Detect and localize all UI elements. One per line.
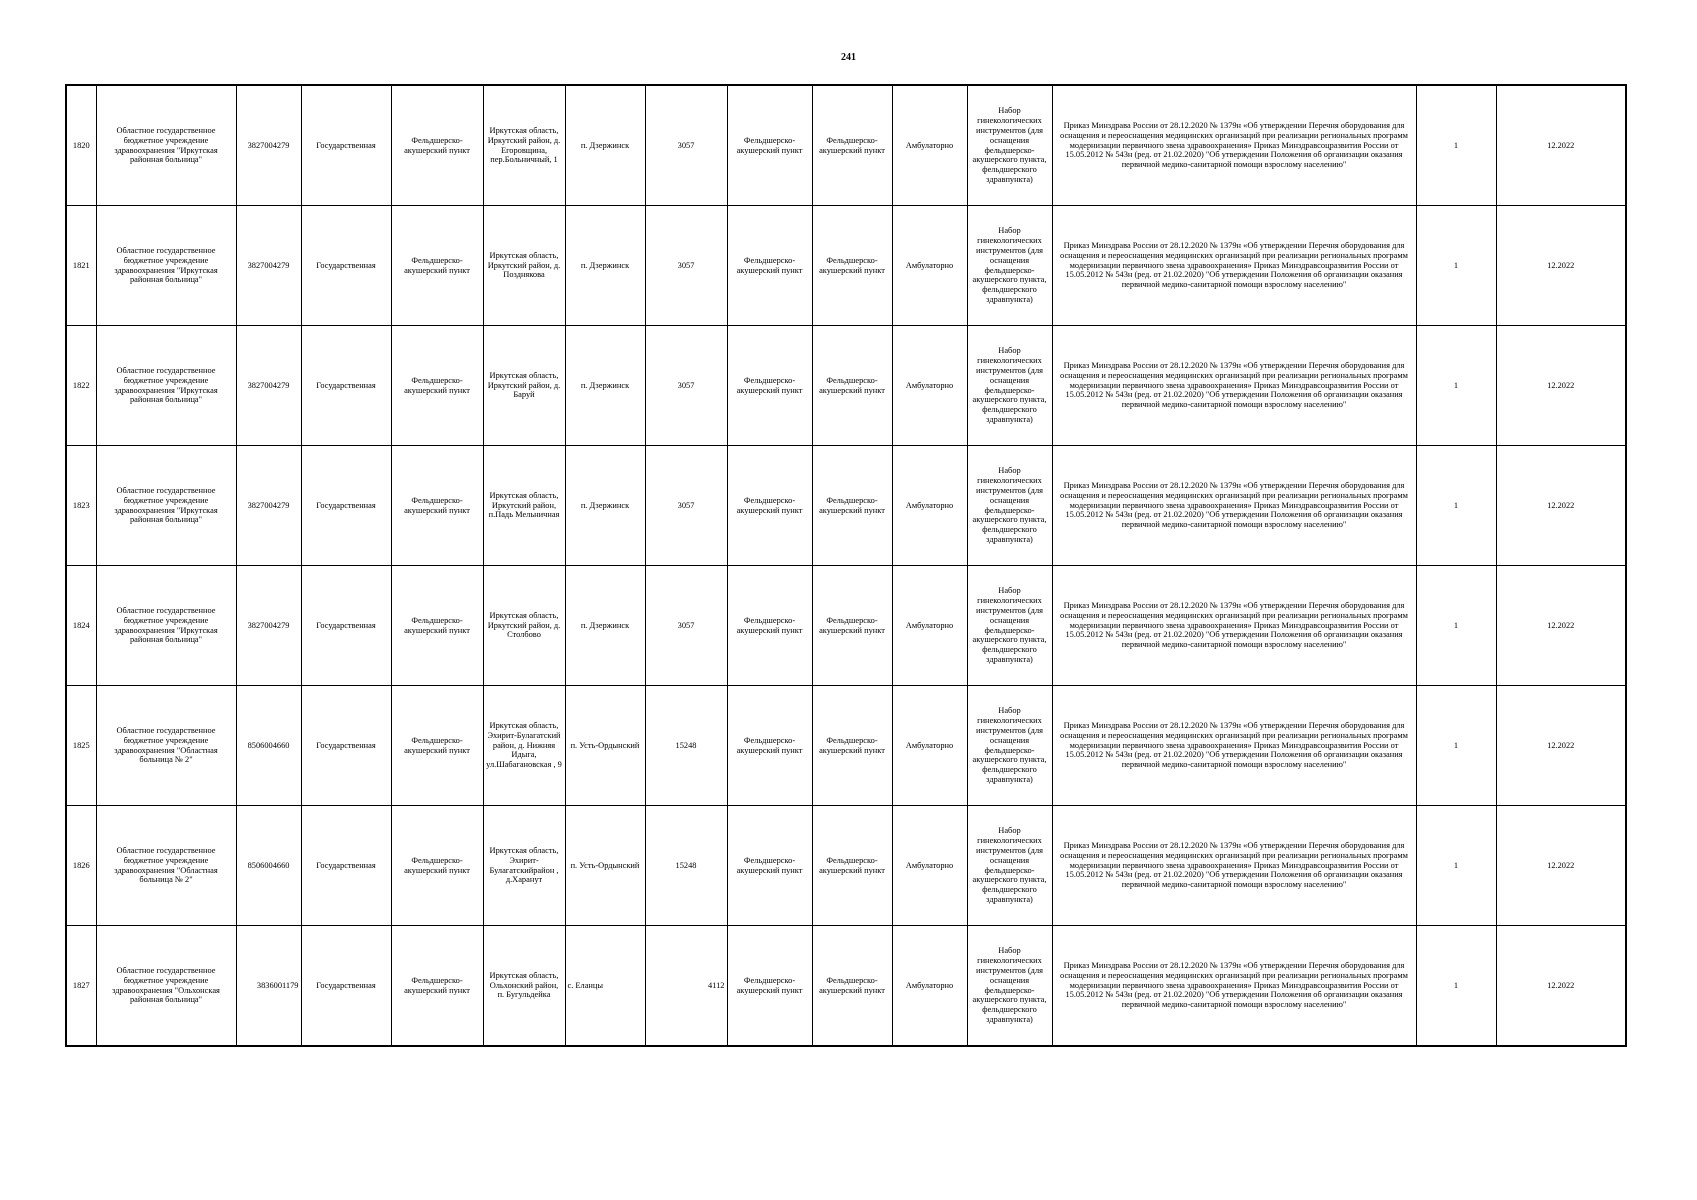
structural-unit-cell: Фельдшерско-акушерский пункт — [727, 926, 812, 1047]
delivery-date-cell: 12.2022 — [1496, 806, 1626, 926]
facility-type-cell: Фельдшерско-акушерский пункт — [391, 85, 483, 206]
facility-code-cell: 15248 — [645, 806, 727, 926]
legal-basis-cell: Приказ Минздрава России от 28.12.2020 № 1379н «Об утверждении Перечня оборудования для оснащения и переоснащения медицинских организаций при реализации региональных программ модернизации первичного звена здравоохранения» Приказ Минздравсоцразвития России от 15.05.2012 № 543н (ред. от 21.02.2020) "Об утверждении Положения об организации оказания первичной медико-санитарной помощи взрослому населению" — [1052, 566, 1416, 686]
structural-subunit-cell: Фельдшерско-акушерский пункт — [812, 686, 892, 806]
care-conditions-cell: Амбулаторно — [892, 926, 967, 1047]
structural-subunit-cell: Фельдшерско-акушерский пункт — [812, 926, 892, 1047]
row-number-cell: 1822 — [66, 326, 96, 446]
organization-inn-cell: 3827004279 — [236, 326, 301, 446]
facility-address-cell: Иркутская область, Иркутский район, д. Позднякова — [483, 206, 565, 326]
facility-address-cell: Иркутская область, Эхирит-Булагатский район, д. Нижняя Идыга, ул.Шабагановская , 9 — [483, 686, 565, 806]
table-row — [66, 85, 1626, 206]
care-conditions-cell: Амбулаторно — [892, 686, 967, 806]
care-conditions-cell: Амбулаторно — [892, 446, 967, 566]
facility-type-cell: Фельдшерско-акушерский пункт — [391, 326, 483, 446]
care-conditions-cell: Амбулаторно — [892, 806, 967, 926]
equipment-name-cell: Набор гинекологических инструментов (для оснащения фельдшерско-акушерского пункта, фельдшерского здравпункта) — [967, 686, 1052, 806]
ownership-form-cell: Государственная — [301, 806, 391, 926]
ownership-form-cell: Государственная — [301, 686, 391, 806]
ownership-form-cell: Государственная — [301, 446, 391, 566]
facility-type-cell: Фельдшерско-акушерский пункт — [391, 446, 483, 566]
ownership-form-cell: Государственная — [301, 566, 391, 686]
organization-name-cell: Областное государственное бюджетное учреждение здравоохранения "Областная больница № 2" — [96, 686, 236, 806]
organization-inn-cell: 3836001179 — [236, 926, 301, 1047]
table-row — [66, 926, 1626, 1047]
facility-code-cell: 3057 — [645, 446, 727, 566]
structural-unit-cell: Фельдшерско-акушерский пункт — [727, 326, 812, 446]
delivery-date-cell: 12.2022 — [1496, 686, 1626, 806]
locality-cell: п. Дзержинск — [565, 446, 645, 566]
ownership-form-cell: Государственная — [301, 326, 391, 446]
facility-code-cell: 4112 — [645, 926, 727, 1047]
facility-type-cell: Фельдшерско-акушерский пункт — [391, 566, 483, 686]
locality-cell: п. Усть-Ордынский — [565, 686, 645, 806]
delivery-date-cell: 12.2022 — [1496, 326, 1626, 446]
facility-code-cell: 3057 — [645, 566, 727, 686]
organization-name-cell: Областное государственное бюджетное учреждение здравоохранения "Иркутская районная больница" — [96, 446, 236, 566]
structural-unit-cell: Фельдшерско-акушерский пункт — [727, 206, 812, 326]
ownership-form-cell: Государственная — [301, 206, 391, 326]
facility-code-cell: 3057 — [645, 206, 727, 326]
row-number-cell: 1827 — [66, 926, 96, 1047]
structural-subunit-cell: Фельдшерско-акушерский пункт — [812, 806, 892, 926]
organization-inn-cell: 3827004279 — [236, 446, 301, 566]
locality-cell: п. Дзержинск — [565, 566, 645, 686]
table-row — [66, 206, 1626, 326]
delivery-date-cell: 12.2022 — [1496, 85, 1626, 206]
legal-basis-cell: Приказ Минздрава России от 28.12.2020 № 1379н «Об утверждении Перечня оборудования для оснащения и переоснащения медицинских организаций при реализации региональных программ модернизации первичного звена здравоохранения» Приказ Минздравсоцразвития России от 15.05.2012 № 543н (ред. от 21.02.2020) "Об утверждении Положения об организации оказания первичной медико-санитарной помощи взрослому населению" — [1052, 926, 1416, 1047]
locality-cell: п. Дзержинск — [565, 206, 645, 326]
legal-basis-cell: Приказ Минздрава России от 28.12.2020 № 1379н «Об утверждении Перечня оборудования для оснащения и переоснащения медицинских организаций при реализации региональных программ модернизации первичного звена здравоохранения» Приказ Минздравсоцразвития России от 15.05.2012 № 543н (ред. от 21.02.2020) "Об утверждении Положения об организации оказания первичной медико-санитарной помощи взрослому населению" — [1052, 85, 1416, 206]
organization-name-cell: Областное государственное бюджетное учреждение здравоохранения "Ольхонская районная больница" — [96, 926, 236, 1047]
quantity-cell: 1 — [1416, 566, 1496, 686]
table-row — [66, 566, 1626, 686]
quantity-cell: 1 — [1416, 206, 1496, 326]
facility-code-cell: 3057 — [645, 85, 727, 206]
organization-inn-cell: 8506004660 — [236, 806, 301, 926]
structural-subunit-cell: Фельдшерско-акушерский пункт — [812, 326, 892, 446]
facility-type-cell: Фельдшерско-акушерский пункт — [391, 806, 483, 926]
row-number-cell: 1826 — [66, 806, 96, 926]
care-conditions-cell: Амбулаторно — [892, 326, 967, 446]
organization-inn-cell: 3827004279 — [236, 85, 301, 206]
structural-unit-cell: Фельдшерско-акушерский пункт — [727, 85, 812, 206]
facility-address-cell: Иркутская область, Иркутский район, п.Падь Мельничная — [483, 446, 565, 566]
row-number-cell: 1821 — [66, 206, 96, 326]
equipment-registry-table — [65, 84, 1627, 1047]
facility-code-cell: 3057 — [645, 326, 727, 446]
care-conditions-cell: Амбулаторно — [892, 206, 967, 326]
legal-basis-cell: Приказ Минздрава России от 28.12.2020 № 1379н «Об утверждении Перечня оборудования для оснащения и переоснащения медицинских организаций при реализации региональных программ модернизации первичного звена здравоохранения» Приказ Минздравсоцразвития России от 15.05.2012 № 543н (ред. от 21.02.2020) "Об утверждении Положения об организации оказания первичной медико-санитарной помощи взрослому населению" — [1052, 446, 1416, 566]
delivery-date-cell: 12.2022 — [1496, 566, 1626, 686]
organization-name-cell: Областное государственное бюджетное учреждение здравоохранения "Иркутская районная больница" — [96, 85, 236, 206]
facility-type-cell: Фельдшерско-акушерский пункт — [391, 926, 483, 1047]
delivery-date-cell: 12.2022 — [1496, 926, 1626, 1047]
legal-basis-cell: Приказ Минздрава России от 28.12.2020 № 1379н «Об утверждении Перечня оборудования для оснащения и переоснащения медицинских организаций при реализации региональных программ модернизации первичного звена здравоохранения» Приказ Минздравсоцразвития России от 15.05.2012 № 543н (ред. от 21.02.2020) "Об утверждении Положения об организации оказания первичной медико-санитарной помощи взрослому населению" — [1052, 686, 1416, 806]
care-conditions-cell: Амбулаторно — [892, 566, 967, 686]
facility-address-cell: Иркутская область, Иркутский район, д. Баруй — [483, 326, 565, 446]
structural-subunit-cell: Фельдшерско-акушерский пункт — [812, 85, 892, 206]
organization-name-cell: Областное государственное бюджетное учреждение здравоохранения "Иркутская районная больница" — [96, 326, 236, 446]
quantity-cell: 1 — [1416, 446, 1496, 566]
equipment-name-cell: Набор гинекологических инструментов (для оснащения фельдшерско-акушерского пункта, фельдшерского здравпункта) — [967, 326, 1052, 446]
delivery-date-cell: 12.2022 — [1496, 446, 1626, 566]
equipment-name-cell: Набор гинекологических инструментов (для оснащения фельдшерско-акушерского пункта, фельдшерского здравпункта) — [967, 926, 1052, 1047]
quantity-cell: 1 — [1416, 85, 1496, 206]
table-row — [66, 326, 1626, 446]
table-row — [66, 686, 1626, 806]
row-number-cell: 1823 — [66, 446, 96, 566]
page-number: 241 — [841, 52, 856, 63]
legal-basis-cell: Приказ Минздрава России от 28.12.2020 № 1379н «Об утверждении Перечня оборудования для оснащения и переоснащения медицинских организаций при реализации региональных программ модернизации первичного звена здравоохранения» Приказ Минздравсоцразвития России от 15.05.2012 № 543н (ред. от 21.02.2020) "Об утверждении Положения об организации оказания первичной медико-санитарной помощи взрослому населению" — [1052, 326, 1416, 446]
locality-cell: п. Дзержинск — [565, 85, 645, 206]
organization-name-cell: Областное государственное бюджетное учреждение здравоохранения "Иркутская районная больница" — [96, 206, 236, 326]
facility-address-cell: Иркутская область, Иркутский район, д. Егоровщина, пер.Больничный, 1 — [483, 85, 565, 206]
quantity-cell: 1 — [1416, 926, 1496, 1047]
facility-address-cell: Иркутская область, Иркутский район, д. Столбово — [483, 566, 565, 686]
facility-address-cell: Иркутская область, Эхирит-Булагатскийрайон , д.Харанут — [483, 806, 565, 926]
table-row — [66, 806, 1626, 926]
organization-inn-cell: 3827004279 — [236, 566, 301, 686]
row-number-cell: 1825 — [66, 686, 96, 806]
legal-basis-cell: Приказ Минздрава России от 28.12.2020 № 1379н «Об утверждении Перечня оборудования для оснащения и переоснащения медицинских организаций при реализации региональных программ модернизации первичного звена здравоохранения» Приказ Минздравсоцразвития России от 15.05.2012 № 543н (ред. от 21.02.2020) "Об утверждении Положения об организации оказания первичной медико-санитарной помощи взрослому населению" — [1052, 806, 1416, 926]
structural-unit-cell: Фельдшерско-акушерский пункт — [727, 566, 812, 686]
facility-type-cell: Фельдшерско-акушерский пункт — [391, 686, 483, 806]
structural-unit-cell: Фельдшерско-акушерский пункт — [727, 446, 812, 566]
locality-cell: п. Дзержинск — [565, 326, 645, 446]
ownership-form-cell: Государственная — [301, 85, 391, 206]
organization-name-cell: Областное государственное бюджетное учреждение здравоохранения "Областная больница № 2" — [96, 806, 236, 926]
quantity-cell: 1 — [1416, 686, 1496, 806]
equipment-name-cell: Набор гинекологических инструментов (для оснащения фельдшерско-акушерского пункта, фельдшерского здравпункта) — [967, 206, 1052, 326]
table-row — [66, 446, 1626, 566]
facility-type-cell: Фельдшерско-акушерский пункт — [391, 206, 483, 326]
structural-subunit-cell: Фельдшерско-акушерский пункт — [812, 566, 892, 686]
facility-address-cell: Иркутская область, Ольхонский район, п. Бугульдейка — [483, 926, 565, 1047]
care-conditions-cell: Амбулаторно — [892, 85, 967, 206]
row-number-cell: 1824 — [66, 566, 96, 686]
row-number-cell: 1820 — [66, 85, 96, 206]
equipment-name-cell: Набор гинекологических инструментов (для оснащения фельдшерско-акушерского пункта, фельдшерского здравпункта) — [967, 566, 1052, 686]
organization-inn-cell: 8506004660 — [236, 686, 301, 806]
delivery-date-cell: 12.2022 — [1496, 206, 1626, 326]
organization-inn-cell: 3827004279 — [236, 206, 301, 326]
quantity-cell: 1 — [1416, 326, 1496, 446]
legal-basis-cell: Приказ Минздрава России от 28.12.2020 № 1379н «Об утверждении Перечня оборудования для оснащения и переоснащения медицинских организаций при реализации региональных программ модернизации первичного звена здравоохранения» Приказ Минздравсоцразвития России от 15.05.2012 № 543н (ред. от 21.02.2020) "Об утверждении Положения об организации оказания первичной медико-санитарной помощи взрослому населению" — [1052, 206, 1416, 326]
structural-unit-cell: Фельдшерско-акушерский пункт — [727, 806, 812, 926]
equipment-name-cell: Набор гинекологических инструментов (для оснащения фельдшерско-акушерского пункта, фельдшерского здравпункта) — [967, 85, 1052, 206]
structural-unit-cell: Фельдшерско-акушерский пункт — [727, 686, 812, 806]
quantity-cell: 1 — [1416, 806, 1496, 926]
locality-cell: с. Еланцы — [565, 926, 645, 1047]
structural-subunit-cell: Фельдшерско-акушерский пункт — [812, 206, 892, 326]
equipment-name-cell: Набор гинекологических инструментов (для оснащения фельдшерско-акушерского пункта, фельдшерского здравпункта) — [967, 446, 1052, 566]
organization-name-cell: Областное государственное бюджетное учреждение здравоохранения "Иркутская районная больница" — [96, 566, 236, 686]
facility-code-cell: 15248 — [645, 686, 727, 806]
ownership-form-cell: Государственная — [301, 926, 391, 1047]
locality-cell: п. Усть-Ордынский — [565, 806, 645, 926]
structural-subunit-cell: Фельдшерско-акушерский пункт — [812, 446, 892, 566]
equipment-name-cell: Набор гинекологических инструментов (для оснащения фельдшерско-акушерского пункта, фельдшерского здравпункта) — [967, 806, 1052, 926]
registry-body — [66, 85, 1626, 1046]
